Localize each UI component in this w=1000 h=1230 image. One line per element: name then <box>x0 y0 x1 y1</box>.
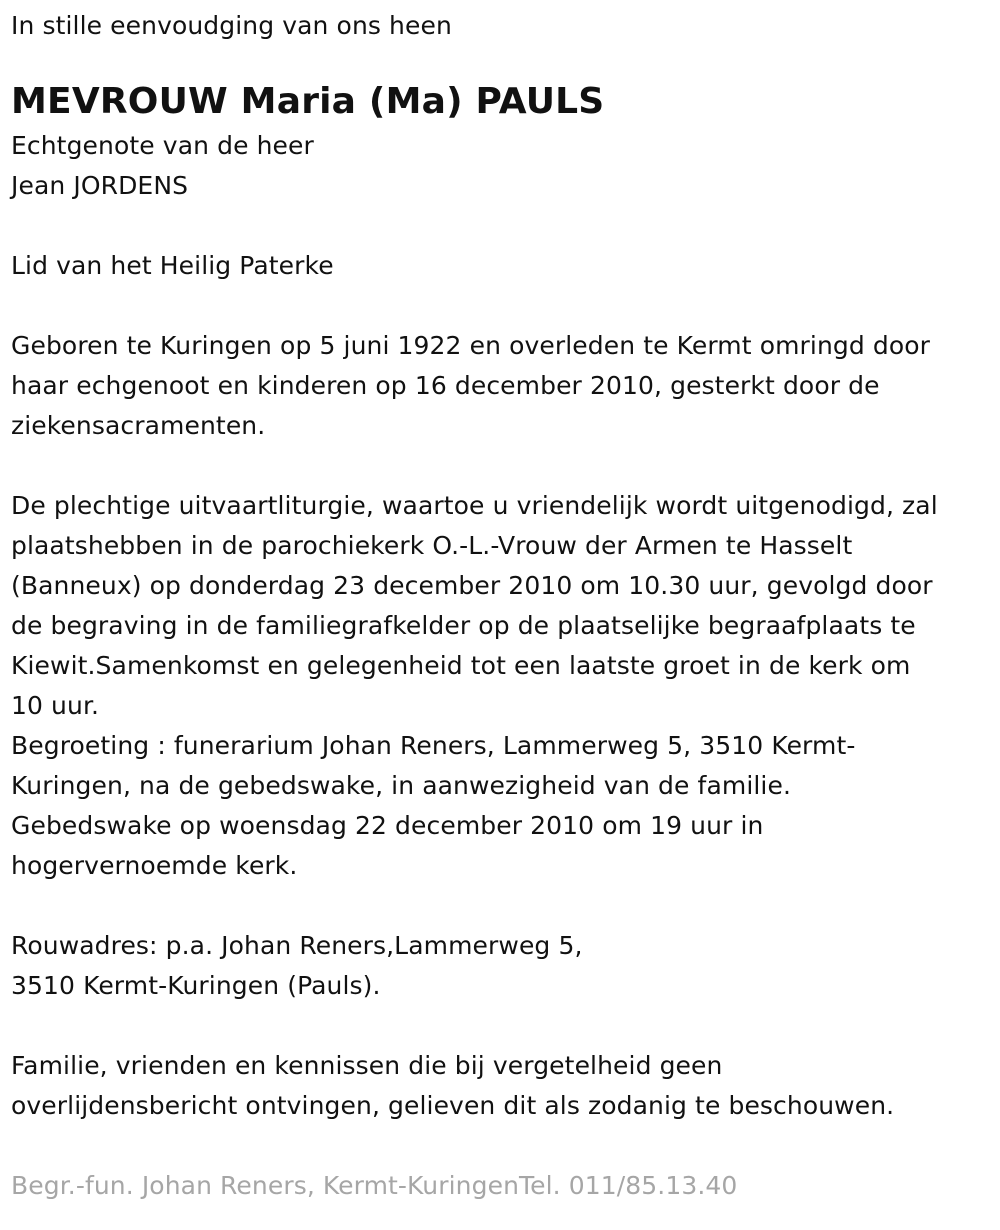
paragraph-line: Kiewit.Samenkomst en gelegenheid tot een laatste groet in de kerk om <box>11 651 911 680</box>
address-line: Rouwadres: p.a. Johan Reners,Lammerweg 5, <box>11 931 583 960</box>
spacer <box>11 206 996 246</box>
spacer <box>11 886 996 926</box>
spacer <box>11 1006 996 1046</box>
death-notice <box>11 6 996 1206</box>
paragraph-line: haar echgenoot en kinderen op 16 december 2010, gesterkt door de <box>11 371 880 400</box>
deceased-name: MEVROUW Maria (Ma) PAULS <box>11 81 605 122</box>
spacer <box>11 286 996 326</box>
address-line: 3510 Kermt-Kuringen (Pauls). <box>11 971 381 1000</box>
address-section <box>11 926 996 1006</box>
paragraph-line: Geboren te Kuringen op 5 juni 1922 en overleden te Kermt omringd door <box>11 331 931 360</box>
spacer <box>11 446 996 486</box>
paragraph-line: 10 uur. <box>11 691 100 720</box>
intro-text: In stille eenvoudging van ons heen <box>11 11 452 40</box>
paragraph-line: de begraving in de familiegrafkelder op de plaatselijke begraafplaats te <box>11 611 916 640</box>
spacer <box>11 1126 996 1166</box>
spouse-line: Echtgenote van de heer <box>11 131 314 160</box>
paragraph-line: Familie, vrienden en kennissen die bij vergetelheid geen <box>11 1051 723 1080</box>
paragraph-line: De plechtige uitvaartliturgie, waartoe u vriendelijk wordt uitgenodigd, zal <box>11 491 938 520</box>
funeral-paragraph <box>11 486 996 886</box>
membership-text: Lid van het Heilig Paterke <box>11 251 334 280</box>
paragraph-line: plaatshebben in de parochiekerk O.-L.-Vrouw der Armen te Hasselt <box>11 531 853 560</box>
funeral-home-footer: Begr.-fun. Johan Reners, Kermt-KuringenTel. 011/85.13.40 <box>11 1171 738 1200</box>
birth-death-paragraph <box>11 326 996 446</box>
paragraph-line: Gebedswake op woensdag 22 december 2010 om 19 uur in <box>11 811 764 840</box>
paragraph-line: Kuringen, na de gebedswake, in aanwezigheid van de familie. <box>11 771 791 800</box>
paragraph-line: Begroeting : funerarium Johan Reners, Lammerweg 5, 3510 Kermt- <box>11 731 856 760</box>
paragraph-line: hogervernoemde kerk. <box>11 851 298 880</box>
spouse-line: Jean JORDENS <box>11 171 189 200</box>
spouse-section <box>11 126 996 206</box>
paragraph-line: (Banneux) op donderdag 23 december 2010 om 10.30 uur, gevolgd door <box>11 571 933 600</box>
closing-paragraph <box>11 1046 996 1126</box>
paragraph-line: ziekensacramenten. <box>11 411 266 440</box>
paragraph-line: overlijdensbericht ontvingen, gelieven dit als zodanig te beschouwen. <box>11 1091 895 1120</box>
